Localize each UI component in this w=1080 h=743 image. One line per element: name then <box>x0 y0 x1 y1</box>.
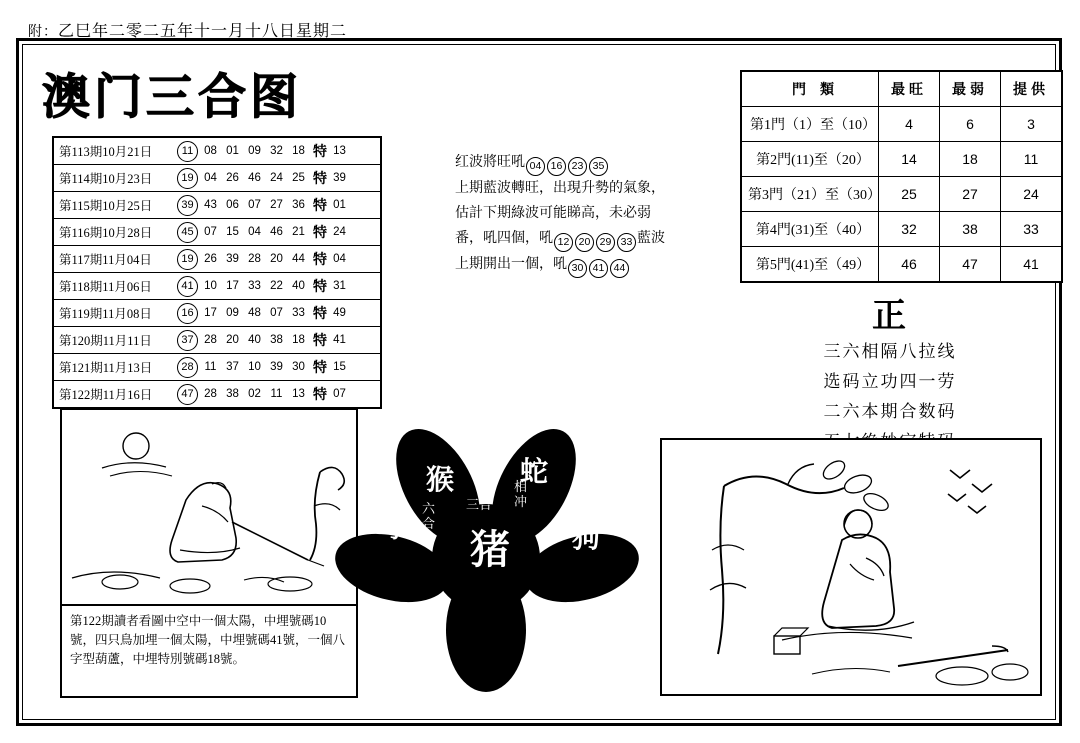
draw-number: 28 <box>177 357 198 378</box>
right-illustration-panel <box>660 438 1042 696</box>
stats-cell-value: 24 <box>1001 177 1063 212</box>
commentary-line-4 <box>455 226 745 252</box>
draw-row-numbers <box>177 357 308 378</box>
stats-row <box>741 177 1062 212</box>
draw-row <box>54 327 380 354</box>
draw-number: 07 <box>248 199 261 211</box>
special-label: 特 <box>313 280 327 295</box>
flower-label-top-right: 蛇 <box>519 455 548 488</box>
right-illustration-drawing <box>662 440 1040 694</box>
stats-cell-value: 33 <box>1001 212 1063 247</box>
draw-number: 38 <box>270 334 283 346</box>
stats-cell-value: 18 <box>940 142 1001 177</box>
draw-row-numbers <box>177 195 308 216</box>
draw-number: 39 <box>226 253 239 265</box>
draw-number: 28 <box>204 334 217 346</box>
draw-row-numbers <box>177 249 308 270</box>
draw-number: 15 <box>226 226 239 238</box>
stats-header-category: 門 類 <box>741 71 879 107</box>
flower-label-left: 马 <box>374 514 401 544</box>
stats-cell-value: 47 <box>940 247 1001 283</box>
stats-cell-value: 32 <box>879 212 940 247</box>
draw-row-label: 第122期11月16日 <box>59 388 153 402</box>
draw-number: 41 <box>177 276 198 297</box>
flower-text-xiangchong: 相冲 <box>514 480 528 510</box>
stats-cell-value: 14 <box>879 142 940 177</box>
draw-number: 22 <box>270 280 283 292</box>
draw-row-label: 第117期11月04日 <box>59 253 152 267</box>
special-number: 13 <box>333 145 346 157</box>
draw-number: 38 <box>226 388 239 400</box>
commentary-number: 44 <box>610 259 629 278</box>
stats-cell-category: 第5門(41)至（49） <box>741 247 879 283</box>
draw-number: 07 <box>270 307 283 319</box>
special-label: 特 <box>313 145 327 160</box>
draw-number: 16 <box>177 303 198 324</box>
stats-header-row <box>741 71 1062 107</box>
draw-number: 46 <box>248 172 261 184</box>
special-number: 15 <box>333 361 346 373</box>
special-number: 07 <box>333 388 346 400</box>
draw-number: 28 <box>248 253 261 265</box>
stats-cell-value: 38 <box>940 212 1001 247</box>
commentary-line-4-suffix: 藍波 <box>637 231 665 246</box>
stats-cell-value: 25 <box>879 177 940 212</box>
draw-number: 11 <box>270 388 283 400</box>
flower-label-top-left: 猴 <box>425 463 454 496</box>
stats-cell-value: 6 <box>940 107 1001 142</box>
commentary-number: 16 <box>547 157 566 176</box>
draw-results-table <box>52 136 382 409</box>
zheng-block <box>740 288 1040 457</box>
draw-row <box>54 246 380 273</box>
zodiac-flower-graphic <box>330 398 650 708</box>
special-label: 特 <box>313 307 327 322</box>
special-label: 特 <box>313 253 327 268</box>
left-illustration-panel <box>60 408 358 698</box>
draw-number: 17 <box>204 307 217 319</box>
draw-number: 11 <box>177 141 198 162</box>
draw-row <box>54 192 380 219</box>
draw-row <box>54 273 380 300</box>
special-label: 特 <box>313 388 327 403</box>
draw-number: 17 <box>226 280 239 292</box>
draw-row-label: 第114期10月23日 <box>59 172 153 186</box>
draw-row-numbers <box>177 222 308 243</box>
stats-row <box>741 107 1062 142</box>
gate-stats-table <box>740 70 1063 283</box>
zheng-title: 正 <box>872 296 908 336</box>
draw-number: 08 <box>204 145 217 157</box>
draw-number: 10 <box>248 361 261 373</box>
draw-number: 09 <box>248 145 261 157</box>
draw-number: 40 <box>292 280 305 292</box>
draw-row <box>54 300 380 327</box>
draw-number: 02 <box>248 388 261 400</box>
draw-number: 43 <box>204 199 217 211</box>
draw-number: 21 <box>292 226 305 238</box>
stats-cell-category: 第4門(31)至（40） <box>741 212 879 247</box>
stats-cell-value: 27 <box>940 177 1001 212</box>
draw-number: 30 <box>292 361 305 373</box>
draw-number: 01 <box>226 145 239 157</box>
stats-row <box>741 212 1062 247</box>
draw-row-label: 第118期11月06日 <box>59 280 152 294</box>
draw-number: 36 <box>292 199 305 211</box>
draw-row-label: 第120期11月11日 <box>59 334 152 348</box>
stats-header-provided: 提供 <box>1001 71 1063 107</box>
left-illustration-drawing <box>62 410 356 610</box>
commentary-number: 41 <box>589 259 608 278</box>
commentary-line-2: 上期藍波轉旺，出現升勢的氣象， <box>455 181 665 196</box>
flower-label-right: 狗 <box>571 521 600 554</box>
special-number: 41 <box>333 334 346 346</box>
draw-number: 44 <box>292 253 305 265</box>
draw-number: 19 <box>177 249 198 270</box>
commentary-number: 04 <box>526 157 545 176</box>
draw-number: 07 <box>204 226 217 238</box>
commentary-block <box>455 150 745 278</box>
draw-number: 32 <box>270 145 283 157</box>
draw-number: 06 <box>226 199 239 211</box>
header-date: 乙巳年二零二五年十一月十八日星期二 <box>58 23 348 40</box>
stats-cell-category: 第1門（1）至（10） <box>741 107 879 142</box>
draw-row-numbers <box>177 384 308 405</box>
draw-row-label: 第119期11月08日 <box>59 307 152 321</box>
draw-row-numbers <box>177 168 308 189</box>
special-label: 特 <box>313 199 327 214</box>
draw-number: 20 <box>270 253 283 265</box>
draw-row-numbers <box>177 330 308 351</box>
draw-number: 09 <box>226 307 239 319</box>
draw-row <box>54 165 380 192</box>
stats-cell-category: 第3門（21）至（30） <box>741 177 879 212</box>
draw-number: 26 <box>226 172 239 184</box>
commentary-number: 30 <box>568 259 587 278</box>
draw-row-label: 第113期10月21日 <box>59 145 153 159</box>
draw-number: 37 <box>177 330 198 351</box>
left-illustration-caption: 第122期讀者看圖中空中一個太陽，中埋號碼10號，四只鳥加埋一個太陽，中埋號碼41號，一個八字型葫蘆，中埋特別號碼18號。 <box>62 604 356 696</box>
draw-number: 18 <box>292 145 305 157</box>
draw-number: 20 <box>226 334 239 346</box>
commentary-line-5-prefix: 上期開出一個，吼 <box>455 257 567 272</box>
commentary-number: 35 <box>589 157 608 176</box>
draw-number: 26 <box>204 253 217 265</box>
flower-text-sanhe: 三合 <box>466 498 493 513</box>
draw-number: 40 <box>248 334 261 346</box>
draw-number: 45 <box>177 222 198 243</box>
special-label: 特 <box>313 172 327 187</box>
stats-row <box>741 142 1062 177</box>
draw-row-label: 第121期11月13日 <box>59 361 153 375</box>
stats-header-hottest: 最旺 <box>879 71 940 107</box>
header-prefix: 附： <box>28 25 58 40</box>
special-label: 特 <box>313 226 327 241</box>
draw-number: 13 <box>292 388 305 400</box>
draw-row <box>54 138 380 165</box>
special-number: 24 <box>333 226 346 238</box>
draw-number: 46 <box>270 226 283 238</box>
draw-number: 33 <box>248 280 261 292</box>
draw-number: 04 <box>248 226 261 238</box>
flower-label-center: 猪 <box>470 527 510 573</box>
draw-number: 24 <box>270 172 283 184</box>
draw-number: 04 <box>204 172 217 184</box>
draw-number: 18 <box>292 334 305 346</box>
special-number: 04 <box>333 253 346 265</box>
special-label: 特 <box>313 334 327 349</box>
commentary-number: 29 <box>596 233 615 252</box>
commentary-number: 12 <box>554 233 573 252</box>
draw-number: 19 <box>177 168 198 189</box>
stats-cell-value: 41 <box>1001 247 1063 283</box>
draw-row-numbers <box>177 141 308 162</box>
special-label: 特 <box>313 361 327 376</box>
draw-number: 28 <box>204 388 217 400</box>
draw-row-numbers <box>177 276 308 297</box>
draw-number: 25 <box>292 172 305 184</box>
stats-cell-value: 4 <box>879 107 940 142</box>
commentary-number: 20 <box>575 233 594 252</box>
draw-number: 10 <box>204 280 217 292</box>
commentary-number: 23 <box>568 157 587 176</box>
draw-number: 48 <box>248 307 261 319</box>
commentary-line-1 <box>455 150 745 176</box>
special-number: 49 <box>333 307 346 319</box>
draw-row-label: 第115期10月25日 <box>59 199 153 213</box>
flower-text-liuhe: 六合 <box>422 502 436 532</box>
stats-cell-value: 46 <box>879 247 940 283</box>
draw-number: 33 <box>292 307 305 319</box>
commentary-line-4-prefix: 番，吼四個，吼 <box>455 231 553 246</box>
draw-row-label: 第116期10月28日 <box>59 226 153 240</box>
stats-row <box>741 247 1062 283</box>
commentary-line-1-text: 红波將旺吼 <box>455 155 525 170</box>
draw-number: 11 <box>204 361 217 373</box>
stats-cell-value: 3 <box>1001 107 1063 142</box>
draw-number: 39 <box>177 195 198 216</box>
zheng-line: 选码立功四一劳 <box>823 372 957 391</box>
draw-row <box>54 354 380 381</box>
draw-row <box>54 219 380 246</box>
draw-number: 27 <box>270 199 283 211</box>
draw-number: 39 <box>270 361 283 373</box>
stats-header-coldest: 最弱 <box>940 71 1001 107</box>
zheng-line: 二六本期合数码 <box>823 402 957 421</box>
draw-row-numbers <box>177 303 308 324</box>
commentary-line-5 <box>455 252 745 278</box>
draw-number: 47 <box>177 384 198 405</box>
special-number: 31 <box>333 280 346 292</box>
zheng-line: 三六相隔八拉线 <box>823 342 957 361</box>
commentary-number: 33 <box>617 233 636 252</box>
stats-cell-category: 第2門(11)至（20） <box>741 142 879 177</box>
draw-number: 37 <box>226 361 239 373</box>
stats-cell-value: 11 <box>1001 142 1063 177</box>
page-title: 澳门三合图 <box>42 69 303 125</box>
commentary-line-3: 估計下期綠波可能睇高，未必弱 <box>455 206 651 221</box>
special-number: 39 <box>333 172 346 184</box>
special-number: 01 <box>333 199 346 211</box>
